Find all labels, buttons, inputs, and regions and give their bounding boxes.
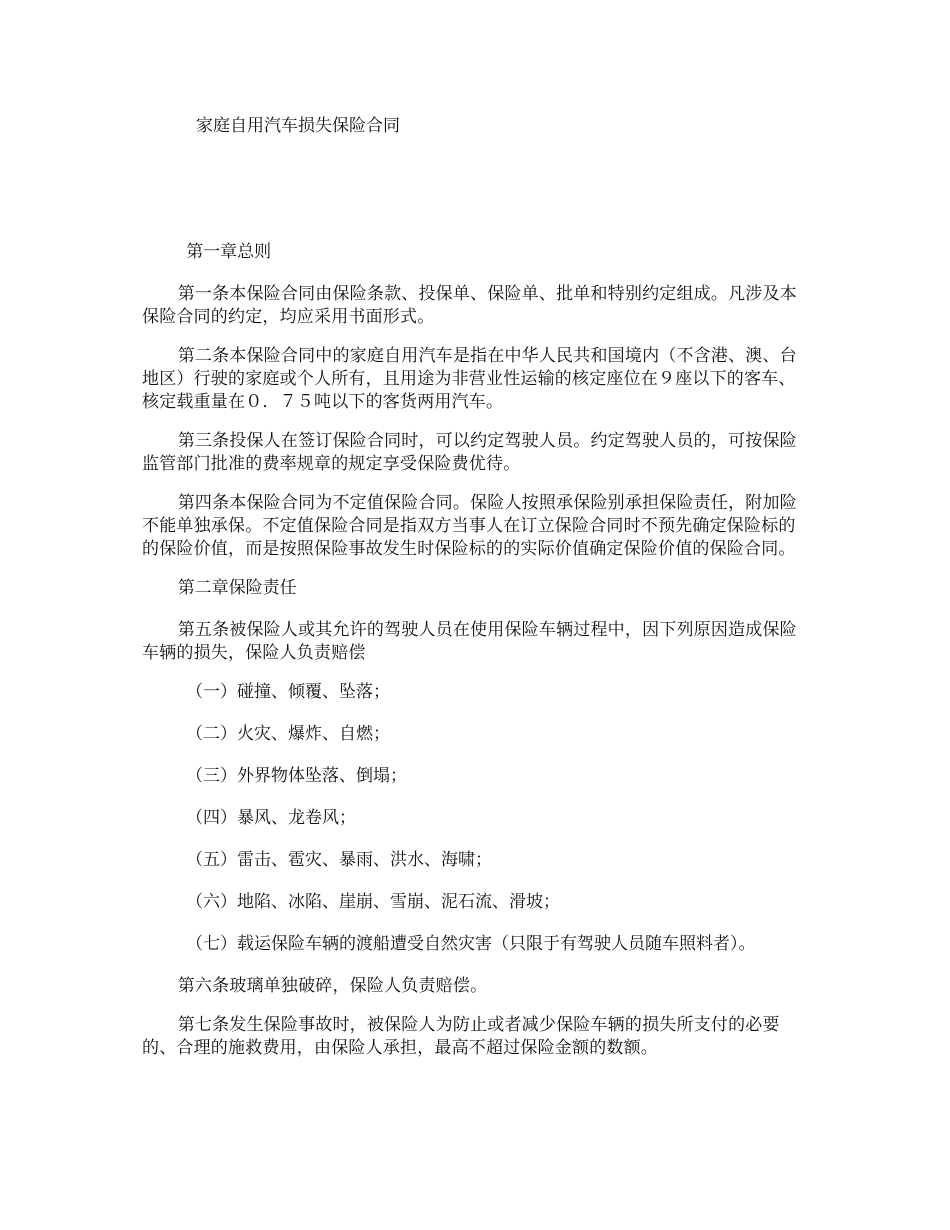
article-1: 第一条本保险合同由保险条款、投保单、保险单、批单和特别约定组成。凡涉及本保险合同的约定，均应采用书面形式。 <box>142 284 797 327</box>
document-title: 家庭自用汽车损失保险合同 <box>196 116 400 136</box>
list-item: （五）雷击、雹灾、暴雨、洪水、海啸； <box>186 850 492 870</box>
list-item: （三）外界物体坠落、倒塌； <box>186 766 407 786</box>
list-item: （七）载运保险车辆的渡船遭受自然灾害（只限于有驾驶人员随车照料者）。 <box>186 934 756 954</box>
document-body <box>142 241 812 1076</box>
article-3: 第三条投保人在签订保险合同时，可以约定驾驶人员。约定驾驶人员的，可按保险监管部门批准的费率规章的规定享受保险费优待。 <box>142 431 797 474</box>
article-6: 第六条玻璃单独破碎，保险人负责赔偿。 <box>177 976 488 996</box>
article-5: 第五条被保险人或其允许的驾驶人员在使用保险车辆过程中，因下列原因造成保险车辆的损失，保险人负责赔偿 <box>142 620 797 663</box>
list-item: （二）火灾、爆炸、自燃； <box>186 724 390 744</box>
list-item: （四）暴风、龙卷风； <box>186 808 356 828</box>
list-item: （一）碰撞、倾覆、坠落； <box>186 682 390 702</box>
article-2: 第二条本保险合同中的家庭自用汽车是指在中华人民共和国境内（不含港、澳、台地区）行驶的家庭或个人所有，且用途为非营业性运输的核定座位在９座以下的客车、核定载重量在０．７５吨以下的客货两用汽车。 <box>142 346 797 412</box>
article-4: 第四条本保险合同为不定值保险合同。保险人按照承保险别承担保险责任，附加险不能单独承保。不定值保险合同是指双方当事人在订立保险合同时不预先确定保险标的的保险价值，而是按照保险事故发生时保险标的的实际价值确定保险价值的保险合同。 <box>142 493 797 559</box>
article-7: 第七条发生保险事故时，被保险人为防止或者减少保险车辆的损失所支付的必要的、合理的施救费用，由保险人承担，最高不超过保险金额的数额。 <box>142 1015 780 1058</box>
chapter-heading-2: 第二章保险责任 <box>177 578 297 598</box>
chapter-heading-1: 第一章总则 <box>186 242 272 262</box>
list-item: （六）地陷、冰陷、崖崩、雪崩、泥石流、滑坡； <box>186 892 560 912</box>
